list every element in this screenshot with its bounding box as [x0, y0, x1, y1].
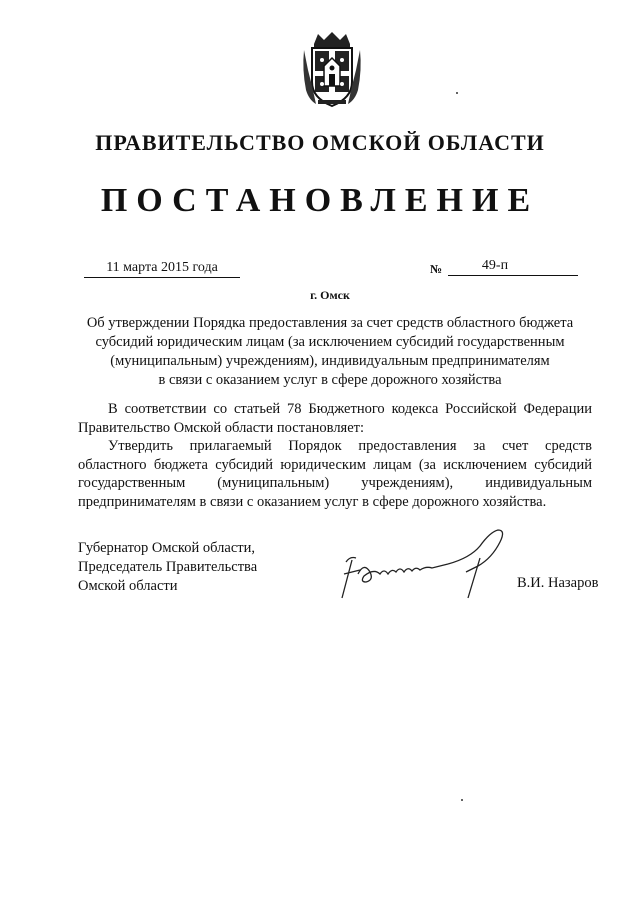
document-body: [78, 400, 592, 511]
government-title: ПРАВИТЕЛЬСТВО ОМСКОЙ ОБЛАСТИ: [95, 130, 545, 155]
handwritten-signature-icon: [330, 522, 510, 602]
subject-line: Об утверждении Порядка предоставления за счет средств областного бюджета: [86, 315, 574, 331]
coat-of-arms-icon: [300, 30, 364, 110]
signer-name: В.И. Назаров: [517, 575, 599, 591]
document-type-title: ПОСТАНОВЛЕНИЕ: [100, 182, 540, 219]
signer-title: [78, 539, 257, 596]
document-date: 11 марта 2015 года: [84, 260, 240, 278]
signer-title-line: Омской области: [78, 578, 178, 594]
body-line: государственным (муниципальным) учреждениям), индивидуальным: [78, 475, 592, 491]
scan-speck: [456, 92, 458, 94]
number-label: №: [430, 262, 443, 276]
signer-title-line: Губернатор Омской области,: [78, 540, 255, 556]
body-line: В соответствии со статьей 78 Бюджетного кодекса Российской Федерации: [108, 401, 592, 417]
body-line: областного бюджета субсидий юридическим лицам (за исключением субсидий: [78, 456, 592, 473]
subject-line: субсидий юридическим лицам (за исключением субсидий государственным: [95, 334, 565, 350]
scan-speck: [461, 799, 463, 801]
body-line: предпринимателям в связи с оказанием услуг в сфере дорожного хозяйства.: [78, 493, 547, 510]
subject-line: (муниципальным) учреждениям), индивидуальным предпринимателям: [110, 353, 550, 369]
body-line: Правительство Омской области постановляет:: [78, 419, 365, 436]
city-label: г. Омск: [310, 288, 350, 302]
subject-line: в связи с оказанием услуг в сфере дорожного хозяйства: [158, 372, 502, 388]
body-line: Утвердить прилагаемый Порядок предоставления за счет средств: [108, 438, 592, 454]
document-number-field: [448, 258, 578, 276]
signer-title-line: Председатель Правительства: [78, 559, 258, 575]
document-subject: [60, 314, 600, 390]
document-number: 49-п: [481, 258, 509, 273]
